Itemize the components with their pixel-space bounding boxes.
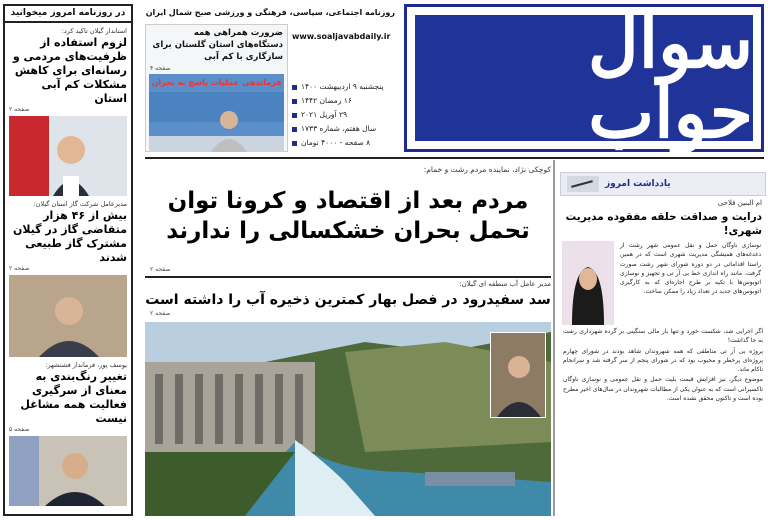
editorial-title[interactable]: درایت و صداقت حلقه مفقوده مدیریت شهری!	[565, 211, 762, 237]
editorial-header	[560, 172, 766, 196]
editorial-text-bottom: اگر اجرایی شد، شکست خورد و تنها بار مالی سنگینی بر گرده شهرداری رشت به جا گذاشت! پروژه بی آر تی مناطقی که همه شهروندان شاهد بودند در شورای چهارم پروژه‌ای پرخطر و محبوب بود که در شورای پنجم از سر گرفته شد و سرانجام ناکام ماند. موضوع دیگر، نیز افزایش قیمت بلیت حمل و نقل عمومی و نوسازی ناوگان تاکسیرانی است که به عنوان یکی از مطالبات شهروندان در سال‌های اخیر مطرح بوده است و تاکنون محقق نشده است.	[563, 328, 763, 403]
sub-headline[interactable]: سد سفیدرود در فصل بهار کمترین ذخیره آب را داشته است	[145, 292, 551, 308]
item-kicker: مدیرعامل شرکت گاز استان گیلان:	[33, 200, 127, 208]
masthead	[404, 1, 764, 154]
item-kicker: یوسف پور، فرماندار فشتشهر:	[45, 361, 127, 369]
section-divider	[145, 157, 764, 159]
item-kicker: استاندار گیلان تاکید کرد:	[61, 27, 127, 35]
inset-photo	[490, 332, 546, 418]
index-item-3[interactable]	[5, 359, 131, 506]
promo-banner: فرماندهی عملیات پاسخ به بحران	[151, 78, 282, 87]
issue-info	[292, 80, 400, 150]
date-line-5: ۸ صفحه - ۴۰۰۰ تومان	[292, 136, 400, 150]
item-page: صفحه ۵	[9, 426, 30, 433]
author-photo	[562, 241, 614, 325]
masthead-logo-box	[415, 1, 753, 154]
promo-title: ضرورت همراهی همه دستگاه‌های استان گلستان برای سازگاری با کم آبی	[152, 28, 283, 62]
pen-icon	[567, 176, 599, 192]
dam-photo	[145, 322, 551, 516]
website-link[interactable]: www.soaljavabdaily.ir	[292, 32, 391, 41]
editorial-label: یادداشت امروز	[605, 179, 671, 189]
headline-kicker: کوچکی نژاد، نماینده مردم رشت و خمام:	[423, 165, 551, 174]
index-header: در روزنامه امروز میخوانید	[5, 6, 131, 23]
editorial-author: ام البنین فلاحی	[717, 199, 762, 207]
promo-box[interactable]	[145, 24, 288, 152]
bullet-icon	[292, 127, 297, 132]
gas-ceo-photo	[9, 275, 127, 357]
date-line-3: ۲۹ آوریل ۲۰۲۱	[292, 108, 400, 122]
left-column-index	[3, 4, 133, 516]
item-title: تغییر رنگ‌بندی به معنای از سرگیری فعالیت همه مشاغل نیست	[20, 370, 127, 425]
editorial-text-top: نوسازی ناوگان حمل و نقل عمومی شهر رشت از دغدغه‌های همیشگی مدیریت شهری است که در همین راستا اقداماتی در دو دوره شورای شهر رشت صورت گرفت. مانند راه اندازی خط بی آر تی و تجهیز و نوسازی اتوبوس‌ها با تکیه بر طرح اجاره‌ای که به کارگیری اتوبوس‌های جدید در تعداد زیاد را ممکن ساخت.	[620, 242, 761, 296]
headline-divider	[145, 276, 551, 278]
item-page: صفحه ۲	[9, 265, 30, 272]
index-item-1[interactable]	[5, 23, 131, 196]
bullet-icon	[292, 99, 297, 104]
editorial-column	[560, 172, 766, 518]
sub-kicker: مدیر عامل آب منطقه ای گیلان:	[459, 280, 551, 288]
governor-fashtshahr-photo	[9, 436, 127, 506]
bullet-icon	[292, 113, 297, 118]
bullet-icon	[292, 85, 297, 90]
item-title: بیش از ۴۶ هزار متقاضی گاز در گیلان مشترک گاز طبیعی شدند	[12, 209, 127, 264]
main-headline[interactable]: مردم بعد از اقتصاد و کرونا توان تحمل بحران خشکسالی را ندارند	[166, 188, 530, 244]
promo-page: صفحه ۴	[150, 65, 171, 72]
bullet-icon	[292, 141, 297, 146]
date-line-1: پنجشنبه ۹ اردیبهشت ۱۴۰۰	[292, 80, 400, 94]
item-page: صفحه ۲	[9, 106, 30, 113]
column-divider	[553, 160, 555, 516]
date-line-4: سال هفتم، شماره ۱۷۳۳	[292, 122, 400, 136]
item-title: لزوم استفاده از ظرفیت‌های مردمی و رسانه‌ای برای کاهش مشکلات کم آبی استان	[12, 36, 127, 105]
index-item-2[interactable]	[5, 198, 131, 357]
promo-photo	[149, 74, 284, 152]
editorial-body	[560, 238, 766, 325]
date-line-2: ۱۶ رمضان ۱۴۴۲	[292, 94, 400, 108]
headline-page: صفحه ۲	[150, 266, 171, 273]
sub-page: صفحه ۲	[150, 310, 171, 317]
newspaper-logo: سوال جواب	[587, 1, 753, 154]
governor-photo	[9, 116, 127, 196]
newspaper-subtitle: روزنامه اجتماعی، سیاسی، فرهنگی و ورزشی صبح شمال ایران	[145, 8, 395, 17]
